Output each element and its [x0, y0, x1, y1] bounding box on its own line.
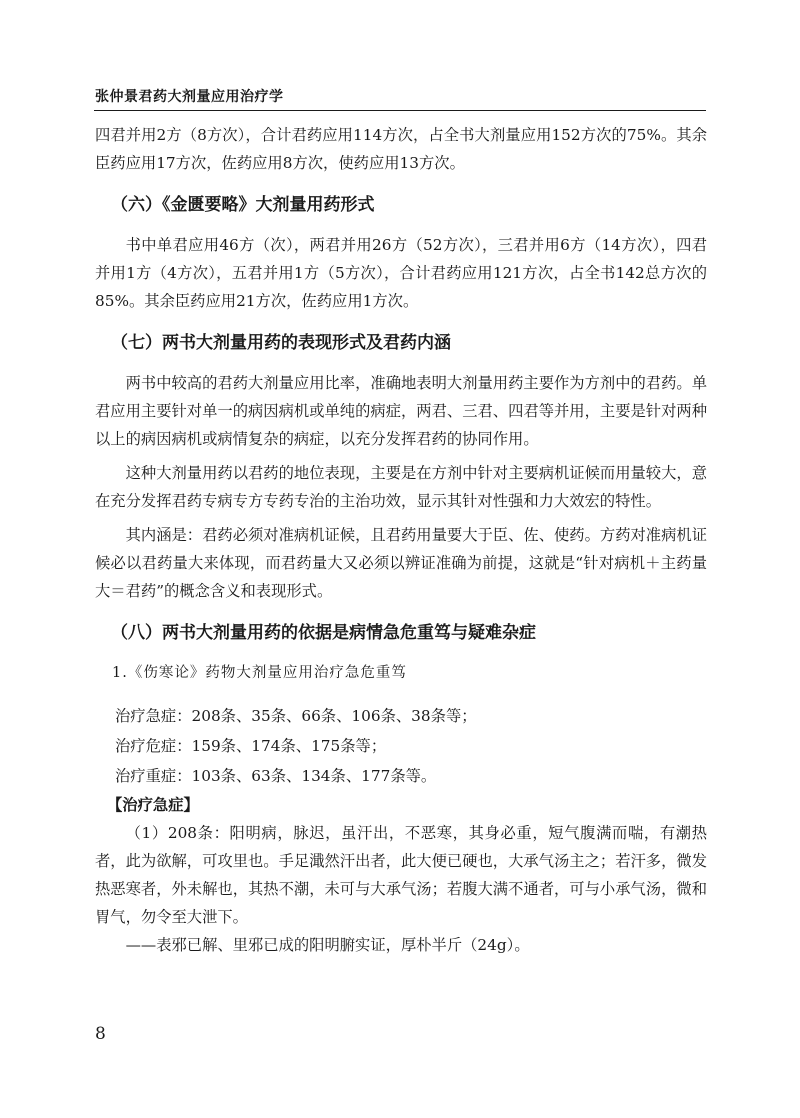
- paragraph: 两书中较高的君药大剂量应用比率，准确地表明大剂量用药主要作为方剂中的君药。单君应用主要针对单一的病因病机或单纯的病症，两君、三君、四君等并用，主要是针对两种以上的病因病机或病情复杂的病症，以充分发挥君药的协同作用。: [95, 374, 707, 448]
- list-item: 治疗急症：208条、35条、66条、106条、38条等；: [115, 707, 477, 725]
- paragraph: 书中单君应用46方（次），两君并用26方（52方次），三君并用6方（14方次），四君并用1方（4方次），五君并用1方（5方次），合计君药应用121方次，占全书142总方次的85%。其余臣药应用21方次，佐药应用1方次。: [95, 236, 707, 310]
- paragraph: （1）208条：阳明病，脉迟，虽汗出，不恶寒，其身必重，短气腹满而喘，有潮热者，此为欲解，可攻里也。手足濈然汗出者，此大便已硬也，大承气汤主之；若汗多，微发热恶寒者，外未解也，其热不潮，未可与大承气汤；若腹大满不通者，可与小承气汤，微和胃气，勿令至大泄下。: [95, 824, 707, 926]
- page-number: 8: [95, 1024, 106, 1044]
- bracket-heading: 【治疗急症】: [107, 796, 199, 814]
- section-heading-6: （六）《金匮要略》大剂量用药形式: [111, 195, 375, 215]
- running-head: 张仲景君药大剂量应用治疗学: [95, 89, 284, 105]
- section-heading-7: （七）两书大剂量用药的表现形式及君药内涵: [111, 333, 451, 353]
- paragraph: 其内涵是：君药必须对准病机证候，且君药用量要大于臣、佐、使药。方药对准病机证候必以君药量大来体现，而君药量大又必须以辨证准确为前提，这就是“针对病机＋主药量大＝君药”的概念含义和表现形式。: [95, 526, 707, 600]
- paragraph-continued: 四君并用2方（8方次），合计君药应用114方次，占全书大剂量应用152方次的75%。其余臣药应用17方次，佐药应用8方次，使药应用13方次。: [95, 126, 707, 172]
- paragraph: 这种大剂量用药以君药的地位表现，主要是在方剂中针对主要病机证候而用量较大，意在充分发挥君药专病专方专药专治的主治功效，显示其针对性强和力大效宏的特性。: [95, 464, 707, 510]
- section-heading-8: （八）两书大剂量用药的依据是病情急危重笃与疑难杂症: [111, 623, 536, 643]
- page-body: [95, 121, 707, 959]
- list-item: 治疗重症：103条、63条、134条、177条等。: [115, 767, 437, 785]
- paragraph: ——表邪已解、里邪已成的阳明腑实证，厚朴半斤（24g）。: [125, 936, 530, 954]
- header-rule: [94, 110, 706, 111]
- subsection-heading-1: 1.《伤寒论》药物大剂量应用治疗急危重笃: [112, 665, 407, 681]
- list-item: 治疗危症：159条、174条、175条等；: [115, 737, 387, 755]
